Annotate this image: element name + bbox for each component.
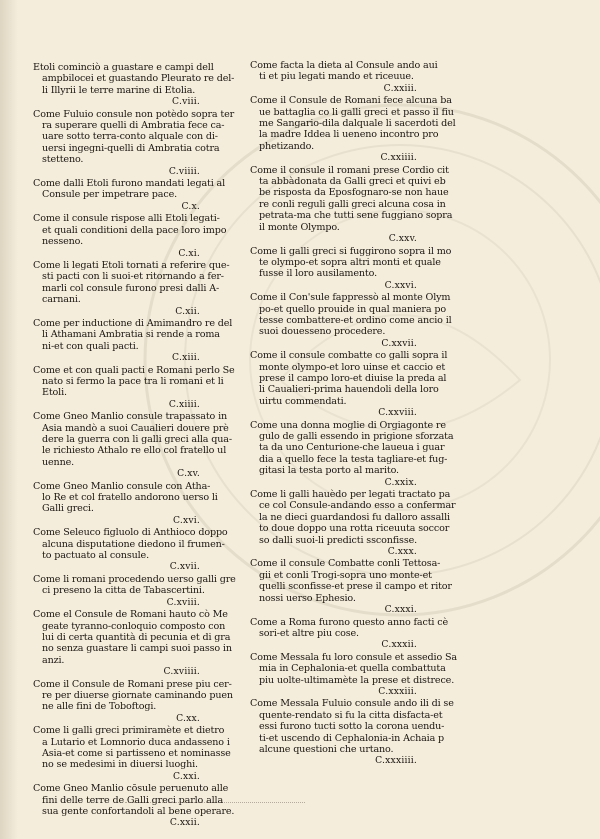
entry-line: ue battaglia co li galli greci et passo il fiu (259, 106, 454, 118)
chapter-number: C.xxix. (384, 476, 417, 488)
left-column (33, 62, 236, 830)
entry-line: Come il consule rispose alli Etoli legati- (33, 213, 220, 225)
entry-line: Etoli. (42, 387, 67, 399)
entry-line: Come il Consule de Romani fece alcuna ba (250, 95, 452, 107)
entry-line: Consule per impetrare pace. (42, 189, 178, 201)
entry-line: carnani. (42, 294, 81, 306)
chapter-number: C.xxvi. (384, 279, 417, 291)
chapter-entry (33, 259, 230, 317)
entry-line: la madre Iddea li ueneno incontro pro (259, 129, 439, 141)
chapter-entry (33, 213, 227, 259)
chapter-entry (33, 678, 233, 725)
chapter-entry (250, 651, 457, 698)
entry-line: ce col Consule-andando esso a confermar (259, 500, 456, 512)
entry-line: prese il campo loro-et diuise la preda al (259, 372, 447, 384)
entry-line: Come Messala Fuluio consule ando ili di se (250, 698, 454, 710)
entry-line: nesseno. (42, 236, 84, 248)
entry-line: lui di certa quantità di pecunia et di gra (42, 631, 231, 643)
entry-line: Come il Con'sule fappressò al monte Olym (250, 292, 451, 304)
entry-line: Come Fuluio consule non potèdo sopra ter (33, 108, 235, 120)
chapter-number: C.xx. (176, 712, 200, 724)
entry-line: no se medesimi in diuersi luoghi. (42, 759, 198, 771)
chapter-entry (33, 609, 232, 678)
entry-line: la ne dieci guardandosi fu dalloro assalli (259, 511, 450, 523)
entry-line: gii et conli Trogi-sopra uno monte-et (259, 569, 432, 581)
entry-line: ti-et uscendo di Cephalonia-in Achaia p (259, 732, 445, 744)
entry-line: ta abbàdonata da Galli greci et quivi eb (259, 176, 446, 188)
entry-line: so dalli suoi-li predicti ssconfisse. (259, 534, 418, 546)
entry-line: ni-et con quali pacti. (42, 340, 139, 352)
chapter-entry (250, 698, 454, 767)
chapter-entry (33, 725, 231, 782)
right-column (250, 60, 457, 768)
chapter-entry (33, 573, 236, 608)
chapter-number: C.xxvii. (381, 337, 417, 349)
entry-line: nossi uerso Ephesio. (259, 592, 356, 604)
entry-line: stetteno. (42, 154, 84, 166)
chapter-entry (250, 616, 448, 651)
entry-line: Come li romani procedendo uerso galli gre (33, 573, 236, 585)
chapter-number: C.xviiii. (163, 666, 200, 678)
entry-line: sua gente confortandoli al bene operare. (42, 806, 235, 817)
chapter-number: C.xxv. (388, 233, 417, 245)
entry-line: nato si fermo la pace tra li romani et li (42, 375, 224, 387)
entry-line: monte olympo-et loro uinse et caccio et (259, 361, 446, 373)
chapter-number: C.xxviii. (378, 407, 417, 419)
entry-line: quente-rendato si fu la citta disfacta-et (259, 709, 443, 721)
entry-line: Come una donna moglie di Orgiagonte re (250, 419, 446, 431)
chapter-number: C.xviii. (166, 596, 200, 608)
chapter-entry (250, 95, 456, 164)
entry-line: sti pacti con li suoi-et ritornando a fer- (42, 271, 224, 283)
chapter-number: C.viii. (172, 96, 200, 108)
entry-line: lo Re et col fratello andorono uerso li (42, 492, 218, 504)
chapter-entry (33, 62, 235, 108)
entry-line: li Illyrii le terre marine di Etolia. (42, 84, 196, 96)
entry-line: li Caualieri-prima hauendoli della loro (259, 384, 439, 396)
entry-line: et quali conditioni della pace loro impo (42, 224, 227, 236)
entry-line: po-et quello prouide in qual maniera po (259, 303, 446, 315)
bottom-ornament (125, 802, 305, 805)
entry-line: a Lutario et Lomnorio duca andasseno i (42, 736, 230, 748)
entry-line: suoi douesseno procedere. (259, 326, 386, 338)
entry-line: anzi. (42, 654, 65, 666)
entry-line: Come dalli Etoli furono mandati legati al (33, 178, 226, 190)
entry-line: dia a quello fece la testa tagliare-et fug- (259, 453, 448, 465)
entry-line: alcune questioni che urtano. (259, 743, 394, 755)
entry-line: ne alle fini de Toboftogi. (42, 701, 157, 713)
entry-line: Asia mandò a suoi Caualieri douere prè (42, 422, 229, 434)
page-gutter-shadow (0, 0, 18, 839)
entry-line: ra superare quelli di Ambratia fece ca- (42, 120, 225, 132)
entry-line: ci preseno la citta de Tabascertini. (42, 585, 205, 597)
entry-line: Come Gneo Manlio cōsule peruenuto alle (33, 783, 229, 795)
entry-line: gitasi la testa porto al marito. (259, 465, 399, 477)
entry-line: le richiesto Athalo re ello col fratello ul (42, 445, 227, 457)
entry-line: geate tyranno-conloquio composto con (42, 620, 226, 632)
chapter-number: C.xii. (175, 305, 200, 317)
chapter-number: C.xxxi. (384, 604, 417, 616)
entry-line: uirtu commendati. (259, 395, 347, 407)
entry-line: sori-et altre piu cose. (259, 627, 359, 639)
entry-line: fusse il loro ausilamento. (259, 268, 377, 280)
entry-line: Come il consule il romani prese Cordio cit (250, 164, 449, 176)
entry-line: Come per inductione di Amimandro re del (33, 317, 233, 329)
chapter-entry (250, 245, 452, 292)
chapter-number: C.viiii. (168, 165, 200, 177)
entry-line: to doue doppo una rotta riceuuta soccor (259, 523, 450, 535)
entry-line: phetizando. (259, 140, 315, 152)
chapter-entry (33, 178, 226, 212)
entry-line: Come et con quali pacti e Romani perlo Se (33, 364, 235, 376)
entry-line: Come Gneo Manlio consule trapassato in (33, 411, 228, 423)
chapter-entry (250, 350, 448, 419)
entry-line: re conli reguli galli greci alcuna cosa in (259, 198, 446, 210)
chapter-number: C.xi. (178, 247, 200, 259)
chapter-number: C.xiii. (172, 352, 200, 364)
chapter-entry (33, 317, 233, 364)
entry-line: Come li galli hauèdo per legati tractato pa (250, 489, 451, 501)
chapter-entry (250, 292, 452, 349)
chapter-number: C.xv. (177, 468, 200, 480)
entry-line: Come il consule Combatte conli Tettosa- (250, 558, 441, 570)
entry-line: uenne. (42, 456, 75, 468)
entry-line: il monte Olympo. (259, 221, 340, 233)
chapter-number: C.xxiiii. (380, 152, 417, 164)
chapter-entry (33, 411, 232, 480)
chapter-entry (33, 108, 235, 177)
chapter-entry (33, 480, 218, 527)
entry-line: me Sangario-dila dalquale li sacerdoti del (259, 118, 456, 130)
entry-line: li Athamani Ambratia si rende a roma (42, 329, 220, 341)
chapter-number: C.xvii. (169, 561, 200, 573)
entry-line: to pactuato al consule. (42, 550, 149, 562)
entry-line: Come il Consule de Romani prese piu cer- (33, 678, 232, 690)
entry-line: gulo de galli essendo in prigione sforzata (259, 431, 454, 442)
entry-line: no senza guastare li campi suoi passo in (42, 643, 232, 655)
entry-line: ti et piu legati mando et riceuue. (259, 71, 414, 83)
chapter-entry (250, 60, 438, 94)
entry-line: marli col consule furono presi dalli A- (42, 282, 220, 294)
entry-line: uare sotto terra-conto alquale con di- (42, 131, 218, 143)
chapter-number: C.xvi. (172, 514, 200, 526)
entry-line: dere la guerra con li galli greci alla qua- (42, 434, 232, 445)
chapter-number: C.xxx. (387, 546, 417, 558)
entry-line: Come Messala fu loro consule et assedio Sa (250, 651, 457, 663)
chapter-entry (250, 419, 454, 488)
chapter-entry (33, 364, 235, 411)
entry-line: Come il consule combatte co galli sopra il (250, 350, 448, 362)
entry-line: Come li legati Etoli tornati a referire que- (33, 259, 230, 271)
entry-line: piu uolte-ultimamète la prese et distrece. (259, 674, 455, 686)
entry-line: Come a Roma furono questo anno facti cè (250, 616, 448, 628)
chapter-number: C.xiiii. (168, 398, 200, 410)
entry-line: Come Gneo Manlio consule con Atha- (33, 480, 211, 492)
entry-line: Asia-et come si partisseno et nominasse (42, 747, 231, 759)
entry-line: Come li galli greci primiramète et dietro (33, 725, 225, 737)
entry-line: Come li galli greci si fuggirono sopra il mo (250, 245, 452, 257)
entry-line: Galli greci. (42, 503, 94, 515)
entry-line: fini delle terre de Galli greci parlo alla (42, 794, 224, 806)
entry-line: Come Seleuco figluolo di Anthioco doppo (33, 527, 228, 539)
chapter-number: C.xxxiiii. (375, 755, 417, 767)
chapter-number: C.xxxii. (381, 639, 417, 651)
entry-line: be risposta da Eposfognaro-se non haue (259, 187, 449, 199)
entry-line: ampbilocei et guastando Pleurato re del- (42, 73, 235, 85)
entry-line: alcuna disputatione diedono il frumen- (42, 538, 225, 550)
chapter-number: C.xxi. (172, 770, 200, 782)
entry-line: essi furono tucti sotto la corona uendu- (259, 721, 445, 733)
entry-line: ta da uno Centurione-che laueua i guar (259, 442, 445, 454)
chapter-number: C.xxiii. (383, 82, 417, 94)
chapter-number: C.xxii. (169, 817, 200, 829)
chapter-entry (250, 489, 456, 558)
entry-line: Come facta la dieta al Consule ando aui (250, 60, 438, 71)
chapter-entry (33, 527, 228, 573)
entry-line: tesse combattere-et ordino come ancio il (259, 314, 452, 326)
chapter-entry (250, 164, 453, 245)
entry-line: petrata-ma che tutti sene fuggiano sopra (259, 210, 453, 222)
chapter-number: C.x. (181, 200, 200, 212)
entry-line: Etoli cominciò a guastare e campi dell (33, 62, 214, 73)
entry-line: re per diuerse giornate caminando puen (42, 689, 233, 701)
entry-line: quelli sconfisse-et prese il campo et ritor (259, 581, 452, 593)
entry-line: Come el Consule de Romani hauto cò Me (33, 609, 228, 621)
entry-line: te olympo-et sopra altri monti et quale (259, 256, 441, 268)
chapter-number: C.xxxiii. (378, 685, 417, 697)
chapter-entry (33, 783, 235, 829)
chapter-entry (250, 558, 452, 616)
entry-line: mia in Cephalonia-et quella combattuta (259, 663, 446, 675)
entry-line: uersi ingegni-quelli di Ambratia cotra (42, 142, 220, 154)
